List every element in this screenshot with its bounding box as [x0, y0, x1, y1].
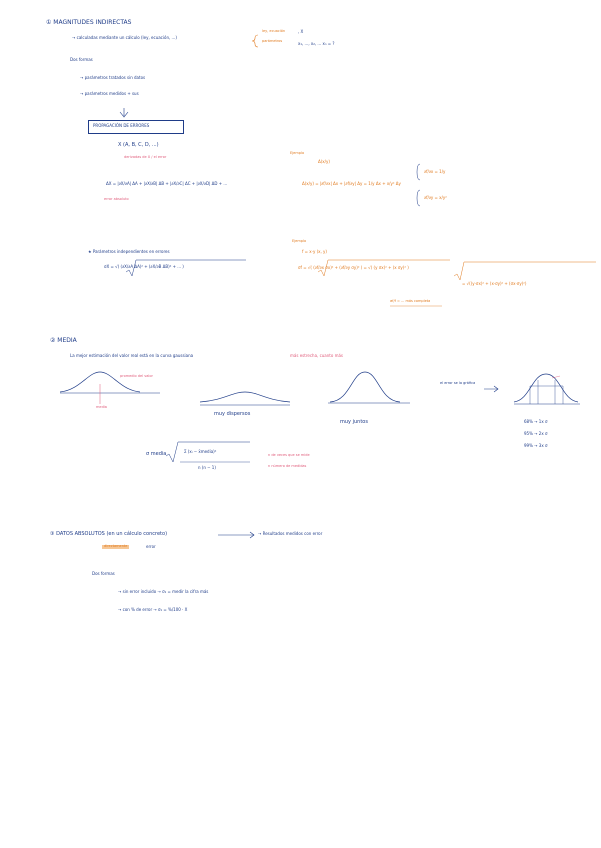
forma-item-2: → parámetros medidos + sus: [80, 91, 139, 96]
ejemplo2-formula: σf = √( (∂f/∂x σx)² + (∂f/∂y σy)² ) = √( (y σx)² + (x σy)² ): [298, 265, 409, 270]
section3-arrow-note: → Resultados medidos con error: [258, 531, 323, 536]
forma-item-1: → parámetros tratados sin datos: [80, 75, 146, 80]
long-arrow-icon: [218, 532, 254, 538]
brace-decoration: [252, 35, 258, 47]
propagacion-box: [88, 120, 184, 134]
left-bracket-1: [417, 164, 420, 180]
ejemplo2-note: σf/f = ... más completa: [390, 299, 431, 303]
curve3-label: muy juntos: [340, 419, 368, 425]
pct-95: 95% → 2x σ: [524, 431, 548, 436]
propagacion-title: PROPAGACIÓN DE ERRORES: [93, 123, 150, 128]
sigma-note-2: n número de medidas: [268, 464, 307, 468]
section1-heading: ① MAGNITUDES INDIRECTAS: [46, 19, 132, 26]
curve1-axis-label: media: [96, 405, 107, 409]
section3-tail: error: [146, 544, 156, 549]
section1-line1: → calculadas mediante un cálculo (ley, ecuación, ...): [72, 35, 177, 40]
ejemplo1-formula: Δ(x/y) = |∂f/∂x| Δx + |∂f/∂y| Δy = 1/y Δx + x/y² Δy: [302, 181, 401, 186]
curve1-note: promedio del valor: [120, 374, 153, 378]
section2-heading: ② MEDIA: [50, 337, 77, 344]
right-arrow-icon: [484, 386, 498, 392]
brace-right-top: , X: [298, 29, 304, 34]
sigma-numerator: Σ (xᵢ − x̄media)²: [184, 449, 217, 454]
partial-eq-1: ∂f/∂x = 1/y: [424, 169, 446, 174]
sigma-note-1: n de veces que se mide: [268, 453, 310, 457]
section2-line1: La mejor estimación del valor real está en la curva gaussiana: [70, 353, 194, 358]
section2-line1-tail: más estrecha, cuanto más: [290, 353, 344, 358]
pct-68: 68% → 1x σ: [524, 419, 548, 424]
gaussian-curve-2: [200, 392, 290, 402]
sigma-media-label: σ media: [146, 451, 167, 457]
sigma-denominator: n (n − 1): [198, 465, 216, 470]
curve4-note: el error se la gráfica: [440, 381, 476, 385]
pct-99: 99% → 3x σ: [524, 443, 548, 448]
section3-highlight: directamente: [104, 544, 128, 548]
down-arrow-icon: [120, 108, 128, 117]
formula-dx: ΔX = |∂X/∂A| ΔA + |∂X/∂B| ΔB + |∂X/∂C| ΔC + |∂X/∂D| ΔD + ...: [106, 181, 228, 186]
independent-note: ★ Parámetros independientes en errores: [88, 249, 170, 254]
curve2-label: muy dispersos: [214, 411, 251, 417]
sqrt-sign-3: [454, 262, 596, 280]
ejemplo2-eq: f = x·y (x, y): [302, 249, 327, 254]
section3-heading: ③ DATOS ABSOLUTOS (en un cálculo concreto): [50, 531, 168, 537]
function-note: derivadas de X / el error: [124, 155, 167, 159]
function-label: X (A, B, C, D, ...): [118, 142, 159, 148]
dos-formas-1: Dos formas: [70, 57, 93, 62]
partial-eq-2: ∂f/∂y = x/y²: [424, 195, 447, 200]
error-absoluto-note: error absoluto: [104, 197, 129, 201]
ejemplo1-eq: Δ(x/y): [318, 159, 330, 164]
section3-item1: → sin error incluido → σ₁ = medir la cifra más: [118, 589, 209, 594]
brace-top-label: ley, ecuación: [262, 29, 286, 33]
sigma-formula: σX = √( (∂X/∂A ΔA)² + (∂X/∂B ΔB)² + ... ): [104, 264, 184, 269]
ejemplo1-label: Ejemplo: [290, 151, 305, 155]
gaussian-curve-4: [514, 374, 578, 402]
section3-item2: → con % de error → σ₁ = %/100 · X: [118, 607, 188, 612]
gaussian-curve-3: [330, 372, 400, 402]
dos-formas-2: Dos formas: [92, 571, 115, 576]
brace-right-bottom: x₁, ..., x₂, ... xₙ = ?: [298, 41, 335, 46]
left-bracket-2: [417, 190, 420, 206]
brace-bottom-label: parámetros: [262, 39, 283, 43]
ejemplo2-label: Ejemplo: [292, 239, 307, 243]
ejemplo2-tail: = √((y·σx)² + (x·σy)² + (σx·σy)²): [462, 281, 527, 286]
